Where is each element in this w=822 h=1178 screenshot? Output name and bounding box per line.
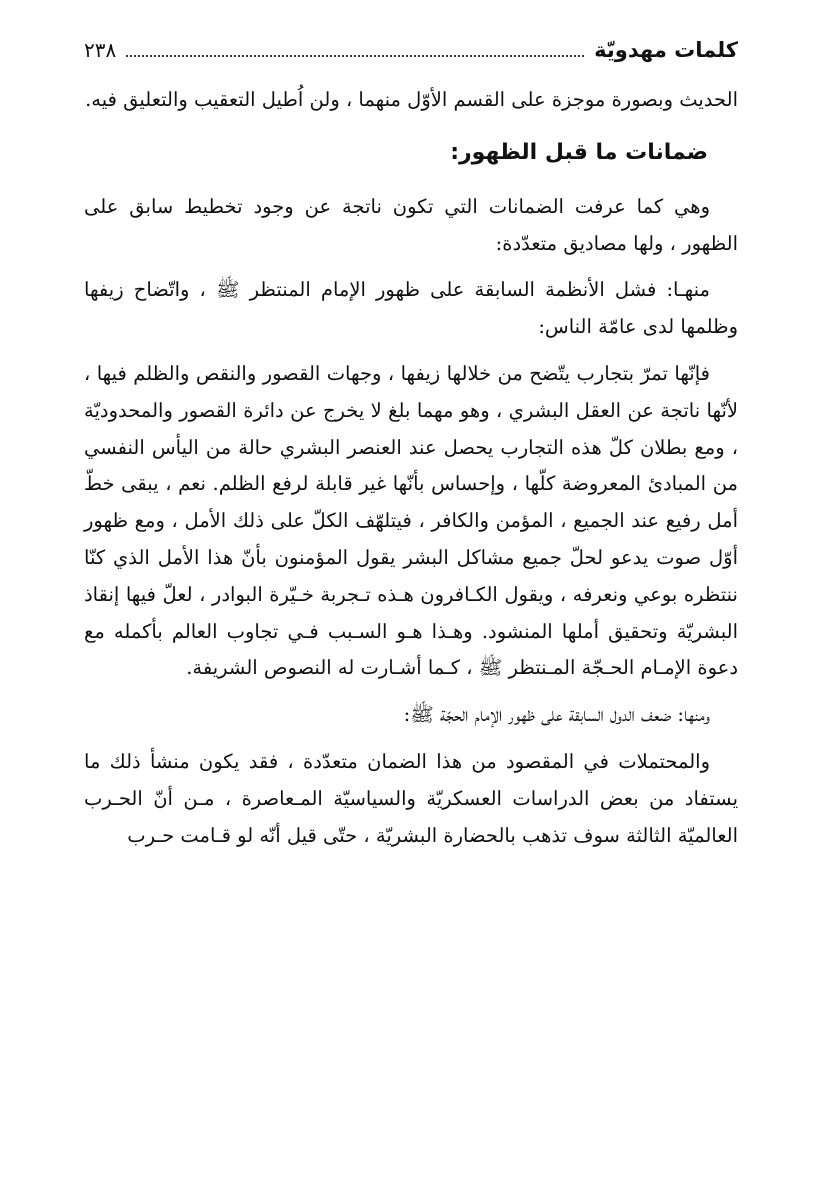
paragraph-2: منهـا: فشل الأنظمة السابقة على ظهور الإمام المنتظر ﷺ ، واتّضاح زيفها وظلمها لدى عامّة الناس: — [84, 278, 738, 339]
paragraph-1: وهي كما عرفت الضمانات التي تكون ناتجة عن وجود تخطيط سابق على الظهور ، ولها مصاديق متعدّدة: — [84, 194, 738, 255]
book-page — [84, 28, 738, 864]
paragraph-intro: الحديث وبصورة موجزة على القسم الأوّل منهما ، ولن اُطيل التعقيب والتعليق فيه. — [85, 88, 738, 111]
page-body — [84, 82, 738, 854]
section-heading: ضمانات ما قبل الظهور: — [450, 139, 708, 165]
paragraph-4: ومنها: ضعف الدول السابقة على ظهور الإمام الحجّة ﷺ: — [403, 703, 710, 727]
book-title: كلمات مهدويّة — [594, 38, 738, 62]
paragraph-3: فإنّها تمرّ بتجارب يتّضح من خلالها زيفها ، وجهات القصور والنقص والظلم فيها ، لأنّها ناتجة عن العقل البشري ، وهو مهما بلغ لا يخرج عن دائرة القصور والمحدوديّة ، ومع بطلان كلّ هذه التجارب يحصل عند العنصر البشري حالة من اليأس النفسي من المبادئ المعروضة كلّها ، وإحساس بأنّها غير قابلة لرفع الظلم. نعم ، يبقى خطّ أمل رفيع عند الجميع ، المؤمن والكافر ، فيتلهّف الكلّ على ذلك الأمل ، ومع ظهور أوّل صوت يدعو لحلّ جميع مشاكل البشر يقول المؤمنون بأنّ هذا الأمل الذي كنّا ننتظره بوعي ونعرفه ، ويقول الكـافرون هـذه تـجربة خـيّرة البوادر ، لعلّ فيها إنقاذ البشريّة وتحقيق أملها المنشود. وهـذا هـو السـبب فـي تجاوب العالم بأكمله مع دعوة الإمـام الحـجّة المـنتظر ﷺ ، كـما أشـارت له النصوص الشريفة. — [84, 361, 738, 680]
paragraph-5: والمحتملات في المقصود من هذا الضمان متعدّدة ، فقد يكون منشأ ذلك ما يستفاد من بعض الدراسات العسكريّة والسياسيّة المـعاصرة ، مـن أنّ الحـرب العالميّة الثالثة سوف تذهب بالحضارة البشريّة ، حتّى قيل أنّه لو قـامت حـرب — [84, 749, 738, 847]
header-dotted-leader — [126, 55, 584, 57]
running-header — [84, 28, 738, 72]
page-number: ٢٣٨ — [84, 38, 117, 62]
